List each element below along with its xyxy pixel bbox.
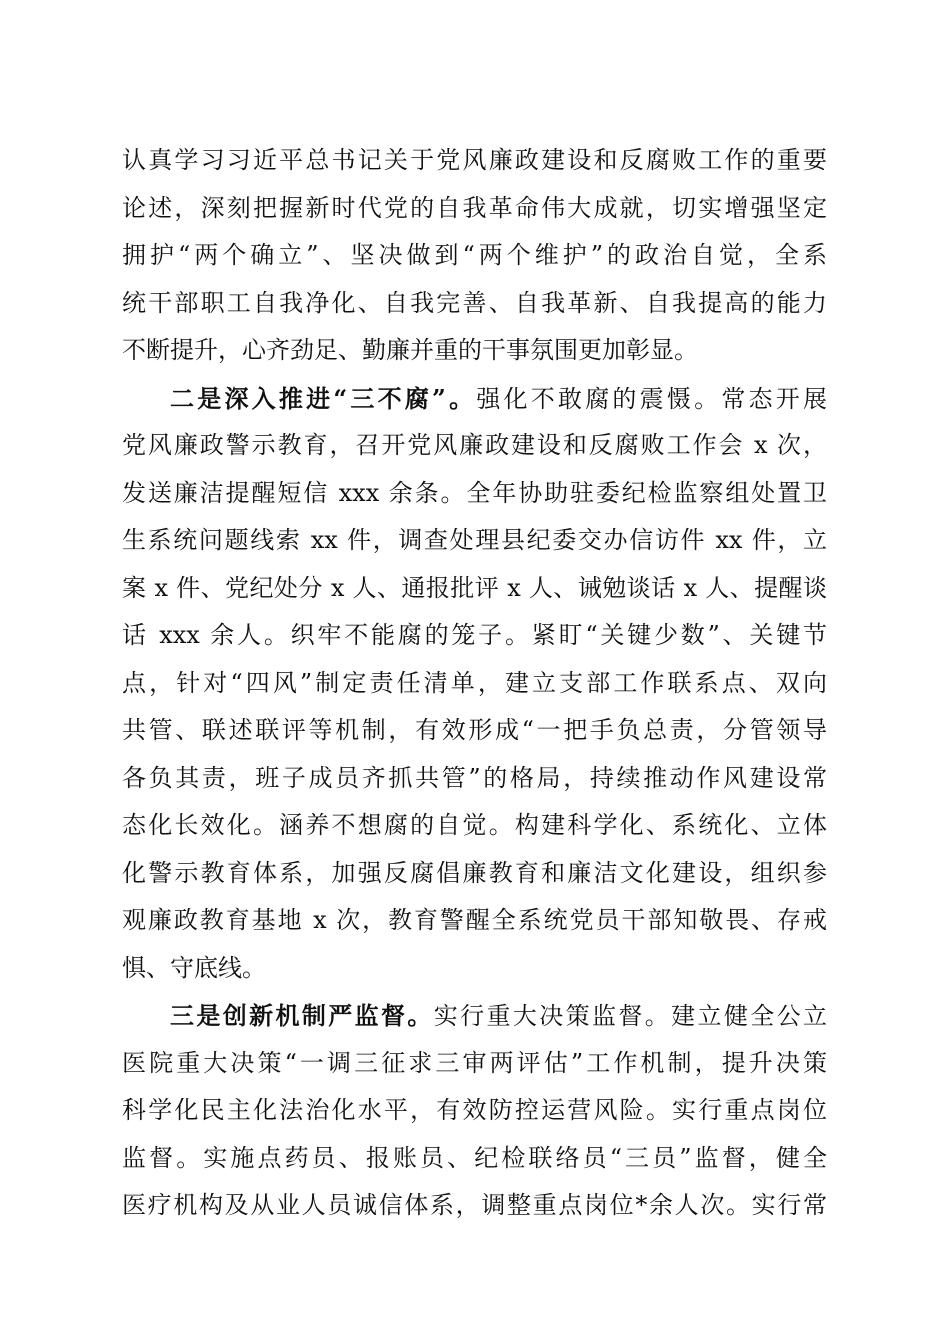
text-line-first — [122, 992, 827, 1040]
text-line: 监督。实施点药员、报账员、纪检联络员“三员”监督，健全 — [122, 1143, 827, 1172]
text-line: 党风廉政警示教育，召开党风廉政建设和反腐败工作会 x 次， — [122, 431, 827, 459]
text-line: 话 xxx 余人。织牢不能腐的笼子。紧盯“关键少数”、关键节 — [122, 621, 827, 649]
text-line: 科学化民主化法治化水平，有效防控运营风险。实行重点岗位 — [122, 1096, 827, 1124]
paragraph-2 — [122, 375, 827, 993]
document-body — [122, 137, 827, 1230]
text-line: 不断提升，心齐劲足、勤廉并重的干事氛围更加彰显。 — [122, 336, 698, 364]
paragraph-lead-rest: 强化不敢腐的震慑。常态开展 — [476, 384, 827, 413]
text-line: 论述，深刻把握新时代党的自我革命伟大成就，切实增强坚定 — [122, 193, 827, 222]
paragraph-1 — [122, 137, 827, 375]
text-line: 各负其责，班子成员齐抓共管”的格局，持续推动作风建设常 — [122, 763, 827, 792]
text-line: 点，针对“四风”制定责任清单，建立支部工作联系点、双向 — [122, 668, 827, 697]
text-line: 统干部职工自我净化、自我完善、自我革新、自我提高的能力 — [122, 288, 827, 317]
text-line: 拥护“两个确立”、坚决做到“两个维护”的政治自觉，全系 — [122, 241, 827, 269]
paragraph-lead: 三是创新机制严监督。 — [170, 1001, 434, 1030]
text-line: 医疗机构及从业人员诚信体系，调整重点岗位*余人次。实行常 — [122, 1191, 827, 1219]
paragraph-3 — [122, 992, 827, 1230]
paragraph-lead: 二是深入推进“三不腐”。 — [170, 383, 477, 413]
text-line: 生系统问题线索 xx 件，调查处理县纪委交办信访件 xx 件，立 — [122, 526, 827, 554]
text-line: 认真学习习近平总书记关于党风廉政建设和反腐败工作的重要 — [122, 146, 827, 174]
text-line: 医院重大决策“一调三征求三审两评估”工作机制，提升决策 — [122, 1048, 827, 1077]
paragraph-lead-rest: 实行重大决策监督。建立健全公立 — [433, 1002, 827, 1030]
text-line: 案 x 件、党纪处分 x 人、通报批评 x 人、诫勉谈话 x 人、提醒谈 — [122, 573, 827, 602]
text-line: 发送廉洁提醒短信 xxx 余条。全年协助驻委纪检监察组处置卫 — [122, 478, 827, 507]
text-line: 惧、守底线。 — [122, 953, 266, 982]
text-line-first — [122, 375, 827, 423]
text-line: 态化长效化。涵养不想腐的自觉。构建科学化、系统化、立体 — [122, 811, 827, 839]
text-line: 共管、联述联评等机制，有效形成“一把手负总责，分管领导 — [122, 716, 827, 744]
text-line: 化警示教育体系，加强反腐倡廉教育和廉洁文化建设，组织参 — [122, 858, 827, 887]
text-line: 观廉政教育基地 x 次，教育警醒全系统党员干部知敬畏、存戒 — [122, 906, 827, 934]
